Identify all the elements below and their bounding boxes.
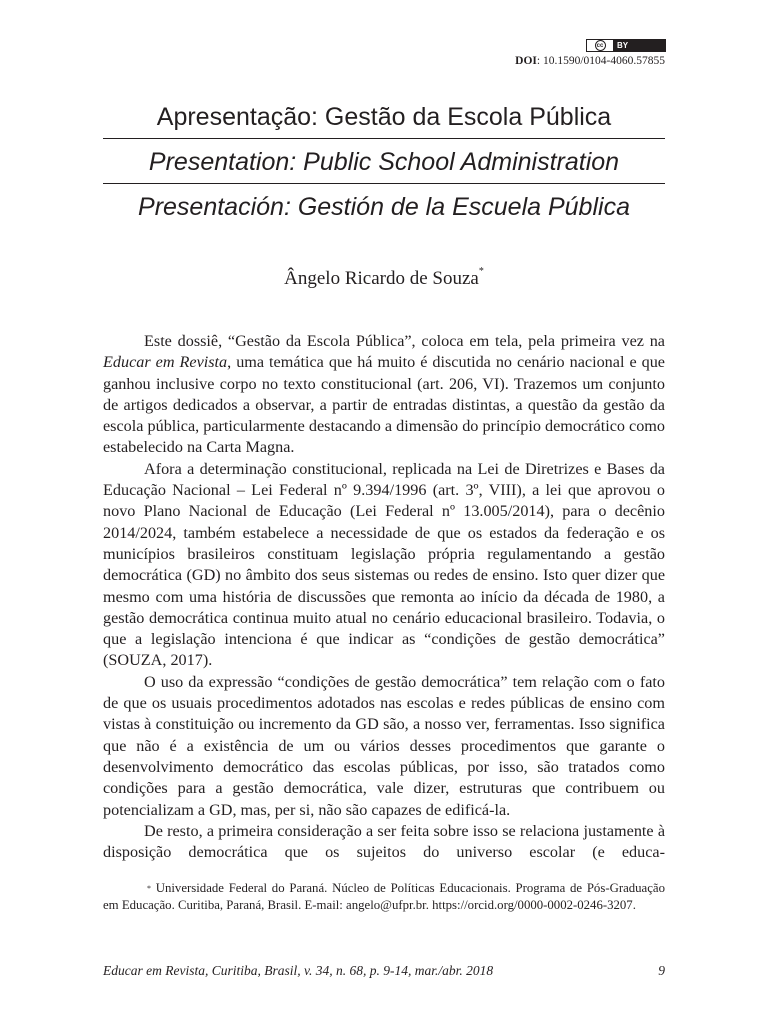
license-by-label: BY — [613, 40, 665, 51]
footnote-text: Universidade Federal do Paraná. Núcleo de Políticas Educacionais. Programa de Pós-Graduação em Educação. Curitiba, Paraná, Brasil. E-mail: angelo@ufpr.br. https://orcid.org/0000-0002-0246-3207. — [103, 881, 665, 912]
article-body — [103, 331, 665, 863]
page-footer — [103, 963, 665, 979]
title-block — [103, 100, 665, 228]
paragraph-4: De resto, a primeira consideração a ser feita sobre isso se relaciona justamente à disposição democrática que os sujeitos do universo escolar (e educa- — [103, 821, 665, 862]
journal-name: Educar em Revista — [103, 353, 228, 372]
title-english: Presentation: Public School Administration — [103, 139, 665, 184]
creative-commons-icon: cc — [587, 40, 613, 51]
paragraph-1: Este dossiê, “Gestão da Escola Pública”, coloca em tela, pela primeira vez na Educar em Revista, uma temática que há muito é discutida no cenário nacional e que ganhou inclusive corpo no texto constitucional (art. 206, VI). Trazemos um conjunto de artigos dedicados a observar, a partir de entradas distintas, a questão da gestão da escola pública, particularmente destacando a dimensão do princípio democrático como estabelecido na Carta Magna. — [103, 332, 665, 457]
cc-by-license-badge[interactable] — [586, 39, 666, 52]
author-name: Ângelo Ricardo de Souza — [284, 268, 479, 289]
title-spanish: Presentación: Gestión de la Escuela Pública — [138, 193, 630, 221]
page-number: 9 — [658, 963, 665, 978]
journal-citation: Educar em Revista, Curitiba, Brasil, v. 34, n. 68, p. 9-14, mar./abr. 2018 — [103, 963, 494, 978]
paragraph-3: O uso da expressão “condições de gestão democrática” tem relação com o fato de que os usuais procedimentos adotados nas escolas e redes públicas de ensino com vistas à constituição ou incremento da GD são, a nosso ver, ferramentas. Isso significa que não é a existência de um ou vários desses procedimentos que garante o desenvolvimento democrático das escolas públicas, por isso, são tratados como condições para a gestão democrática, vale dizer, estruturas que contribuem ou potencializam a GD, mas, per si, não são capazes de edificá-la. — [103, 672, 665, 819]
doi-value: : 10.1590/0104-4060.57855 — [536, 55, 665, 67]
author-footnote — [103, 880, 665, 914]
footnote-mark: * — [147, 884, 151, 893]
author-footnote-mark[interactable]: * — [478, 266, 484, 277]
doi-label: DOI — [515, 55, 537, 67]
doi[interactable] — [515, 55, 665, 67]
title-portuguese: Apresentação: Gestão da Escola Pública — [103, 100, 665, 139]
paragraph-2: Afora a determinação constitucional, replicada na Lei de Diretrizes e Bases da Educação Nacional – Lei Federal nº 9.394/1996 (art. 3º, VIII), a lei que aprovou o novo Plano Nacional de Educação (Lei Federal nº 13.005/2014), para o decênio 2014/2024, também estabelece a necessidade de que os estados da federação e os municípios brasileiros constituam legislação própria regulamentando a gestão democrática (GD) no âmbito dos seus sistemas ou redes de ensino. Isto quer dizer que mesmo com uma história de discussões que remonta ao início da década de 1980, a gestão democrática continua muito atual no cenário educacional brasileiro. Todavia, o que a legislação intenciona é que indicar as “condições de gestão democrática” (SOUZA, 2017). — [103, 459, 665, 670]
author-line — [0, 268, 768, 290]
